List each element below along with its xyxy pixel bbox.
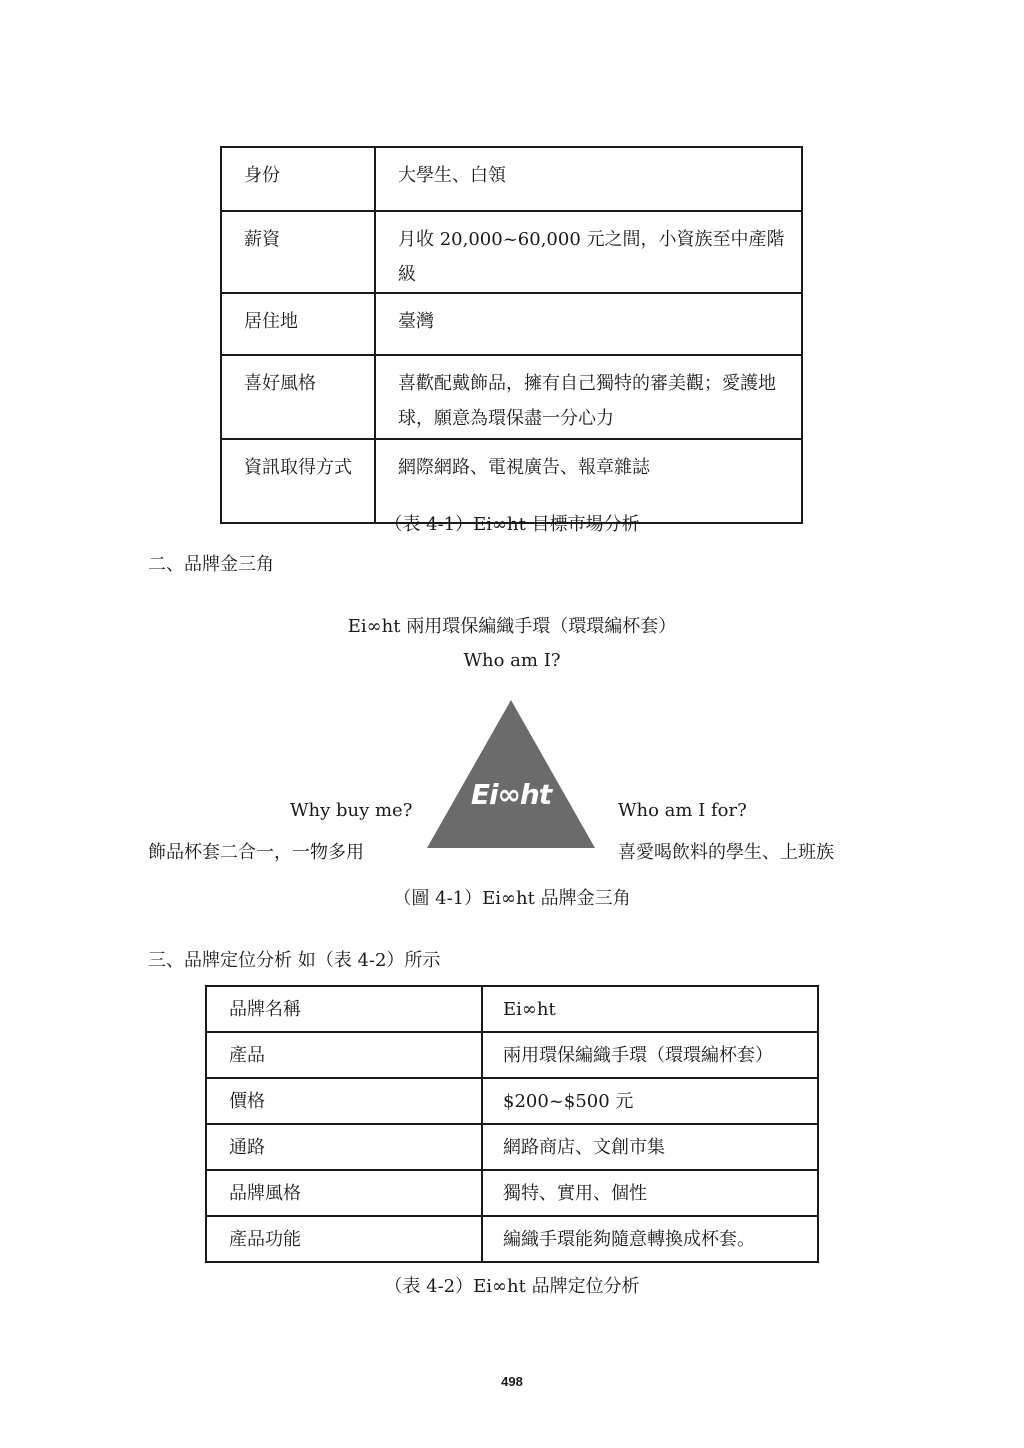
table-row (206, 986, 818, 1032)
table-caption: （表 4-2）Ei∞ht 品牌定位分析 (384, 1276, 640, 1297)
table-cell-key: 品牌名稱 (206, 986, 482, 1032)
table-cell-key: 通路 (206, 1124, 482, 1170)
brand-triangle (425, 698, 597, 850)
triangle-answer-right: 喜愛喝飲料的學生、上班族 (618, 842, 834, 863)
table-cell-value: 編織手環能夠隨意轉換成杯套。 (482, 1216, 818, 1262)
table-cell-key: 薪資 (221, 211, 375, 293)
section-heading: 二、品牌金三角 (148, 554, 274, 575)
triangle-question-left: Why buy me? (290, 800, 413, 821)
triangle-question-right: Who am I for? (618, 800, 747, 821)
table-cell-value: 網路商店、文創市集 (482, 1124, 818, 1170)
table-cell-key: 資訊取得方式 (221, 439, 375, 523)
table-row (206, 1032, 818, 1078)
brand-positioning-table (205, 985, 819, 1263)
section-heading: 三、品牌定位分析 如（表 4-2）所示 (148, 950, 441, 971)
triangle-shape (427, 700, 595, 848)
table-row (221, 355, 802, 439)
page-number: 498 (501, 1374, 523, 1389)
table-row (221, 211, 802, 293)
table-row (206, 1216, 818, 1262)
table-cell-key: 產品功能 (206, 1216, 482, 1262)
table-cell-value: 月收 20,000~60,000 元之間，小資族至中產階級 (375, 211, 802, 293)
table-cell-key: 價格 (206, 1078, 482, 1124)
table-cell-value: Ei∞ht (482, 986, 818, 1032)
table-cell-key: 品牌風格 (206, 1170, 482, 1216)
table-row (206, 1124, 818, 1170)
table-cell-value: 喜歡配戴飾品，擁有自己獨特的審美觀；愛護地球，願意為環保盡一分心力 (375, 355, 802, 439)
triangle-title: Ei∞ht 兩用環保編織手環（環環編杯套） (347, 616, 677, 637)
triangle-question-top: Who am I? (463, 650, 561, 671)
table-caption: （表 4-1）Ei∞ht 目標市場分析 (384, 514, 640, 535)
target-market-table (220, 146, 803, 524)
figure-caption: （圖 4-1）Ei∞ht 品牌金三角 (393, 888, 631, 909)
table-cell-value: 臺灣 (375, 293, 802, 355)
table-row (221, 293, 802, 355)
table-cell-value: 網際網路、電視廣告、報章雜誌 (375, 439, 802, 523)
table-cell-key: 身份 (221, 147, 375, 211)
brand-logo: Ei∞ht (470, 778, 552, 811)
table-row (206, 1078, 818, 1124)
table-cell-key: 產品 (206, 1032, 482, 1078)
table-cell-key: 居住地 (221, 293, 375, 355)
table-cell-value: 大學生、白領 (375, 147, 802, 211)
table-cell-key: 喜好風格 (221, 355, 375, 439)
table-cell-value: $200~$500 元 (482, 1078, 818, 1124)
triangle-answer-left: 飾品杯套二合一，一物多用 (148, 842, 364, 863)
table-row (221, 147, 802, 211)
table-cell-value: 獨特、實用、個性 (482, 1170, 818, 1216)
table-cell-value: 兩用環保編織手環（環環編杯套） (482, 1032, 818, 1078)
table-row (206, 1170, 818, 1216)
